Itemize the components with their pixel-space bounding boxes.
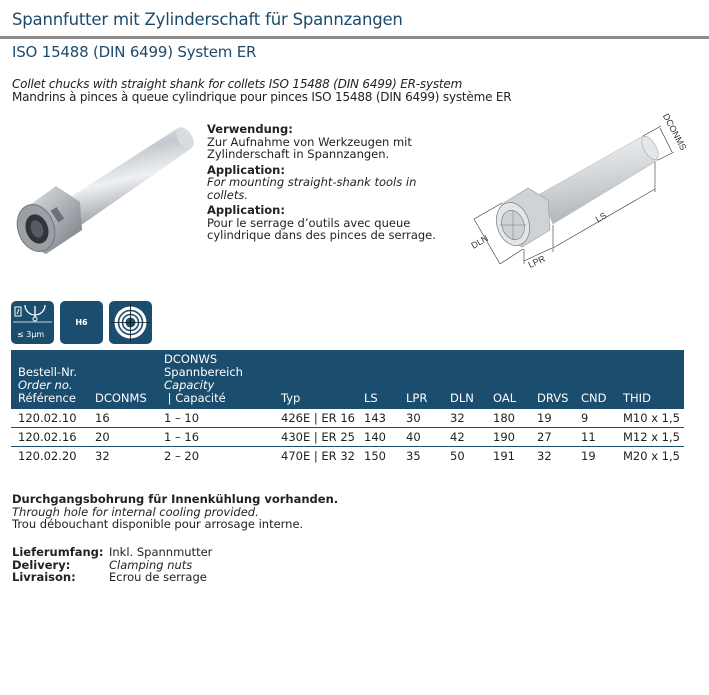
description-en: Collet chucks with straight shank for collets ISO 15488 (DIN 6499) ER-system: [12, 77, 463, 91]
tolerance-value: H6: [75, 318, 88, 327]
product-photo: [8, 120, 198, 270]
delivery-value-en: Clamping nuts: [109, 557, 193, 572]
title-divider: [0, 36, 709, 39]
note-de: Durchgangsbohrung für Innenkühlung vorhanden.: [12, 492, 339, 506]
col-cnd: CND: [574, 350, 616, 409]
delivery-value-de: Inkl. Spannmutter: [109, 545, 213, 559]
usage-heading-en: Application:: [207, 162, 285, 177]
table-row: [11, 428, 684, 447]
col-range-fr: Capacité: [175, 391, 226, 405]
table-header-row: [11, 350, 684, 409]
cell-thid: M20 x 1,5: [623, 449, 680, 463]
tolerance-badge: [60, 301, 103, 344]
cell-range: 2 – 20: [164, 449, 200, 463]
cell-cnd: 9: [574, 409, 616, 428]
table-row: [11, 447, 684, 466]
cell-typ: 426E | ER 16: [274, 409, 357, 428]
concentricity-badge: [109, 301, 152, 344]
col-range-sep: |: [164, 391, 176, 405]
cell-cnd: 19: [581, 449, 596, 463]
drawing-label-lpr: LPR: [526, 253, 547, 270]
delivery-value-fr: Ecrou de serrage: [109, 570, 207, 584]
cooling-note: [12, 493, 338, 531]
usage-heading-fr: Application:: [207, 203, 285, 217]
drawing-label-dconms: DCONMS: [660, 112, 689, 152]
delivery-label-fr: Livraison:: [12, 570, 76, 584]
col-drvs: DRVS: [530, 350, 574, 409]
cell-dconms: 20: [88, 428, 157, 447]
col-oal: OAL: [486, 350, 530, 409]
delivery-label-de: Lieferumfang:: [12, 545, 104, 559]
cell-ls: 140: [357, 428, 399, 447]
col-thid: THID: [616, 350, 684, 409]
cell-drvs: 32: [537, 449, 552, 463]
cell-dln: 32: [443, 409, 486, 428]
drawing-label-dln: DLN: [469, 233, 490, 251]
delivery-label-en: Delivery:: [12, 557, 71, 572]
runout-value: ≤ 3µm: [17, 330, 45, 339]
cell-range: 1 – 10: [157, 409, 274, 428]
col-order-fr: Référence: [18, 391, 76, 405]
cell-cnd: 11: [574, 428, 616, 447]
col-ls: LS: [357, 350, 399, 409]
cell-oal: 180: [486, 409, 530, 428]
cell-dln: 42: [443, 428, 486, 447]
feature-badges: [11, 301, 152, 344]
cell-ls: 150: [364, 449, 386, 463]
cell-drvs: 19: [530, 409, 574, 428]
cell-lpr: 30: [399, 409, 443, 428]
cell-drvs: 27: [530, 428, 574, 447]
cell-dln: 50: [450, 449, 465, 463]
cell-order: 120.02.16: [11, 428, 88, 447]
col-range-en: Capacity: [164, 378, 215, 392]
col-lpr: LPR: [399, 350, 443, 409]
page-title: Spannfutter mit Zylinderschaft für Spannzangen: [12, 10, 403, 29]
cell-thid: M12 x 1,5: [616, 428, 684, 447]
note-fr: Trou débouchant disponible pour arrosage interne.: [12, 517, 304, 531]
cell-thid: M10 x 1,5: [616, 409, 684, 428]
cell-oal: 191: [493, 449, 515, 463]
description-fr: Mandrins à pinces à queue cylindrique pour pinces ISO 15488 (DIN 6499) système ER: [12, 90, 512, 104]
product-description: [12, 78, 511, 104]
usage-text-fr: Pour le serrage d’outils avec queue cylindrique dans des pinces de serrage.: [207, 215, 436, 242]
col-dconms: DCONMS: [88, 350, 157, 409]
col-range: [157, 350, 274, 409]
cell-dconms: 16: [88, 409, 157, 428]
usage-section: [207, 123, 452, 245]
page-subtitle: ISO 15488 (DIN 6499) System ER: [12, 43, 257, 61]
col-range-dconws: DCONWS: [164, 352, 218, 366]
col-order-en: Order no.: [18, 378, 73, 392]
cell-dconms: 32: [95, 449, 110, 463]
usage-text-en: For mounting straight-shank tools in collets.: [207, 175, 417, 202]
table-row: [11, 409, 684, 428]
product-table: [11, 350, 684, 465]
col-typ: Typ: [274, 350, 357, 409]
cell-range: 1 – 16: [157, 428, 274, 447]
usage-heading-de: Verwendung:: [207, 122, 293, 136]
col-range-de: Spannbereich: [164, 365, 243, 379]
cell-lpr: 35: [406, 449, 421, 463]
cell-lpr: 40: [399, 428, 443, 447]
note-en: Through hole for internal cooling provided.: [12, 504, 259, 519]
delivery-section: [12, 546, 212, 584]
concentricity-target-icon: [109, 301, 152, 344]
technical-drawing: [460, 112, 705, 277]
cell-order: 120.02.20: [18, 449, 77, 463]
drawing-label-ls: LS: [593, 210, 609, 225]
cell-typ: 470E | ER 32: [281, 449, 355, 463]
cell-typ: 430E | ER 25: [274, 428, 357, 447]
cell-oal: 190: [486, 428, 530, 447]
cell-ls: 143: [357, 409, 399, 428]
usage-text-de: Zur Aufnahme von Werkzeugen mit Zylinderschaft in Spannzangen.: [207, 134, 412, 161]
col-order: [11, 350, 88, 409]
runout-badge: [11, 301, 54, 344]
col-order-de: Bestell-Nr.: [18, 365, 78, 379]
cell-order: 120.02.10: [11, 409, 88, 428]
col-dln: DLN: [443, 350, 486, 409]
